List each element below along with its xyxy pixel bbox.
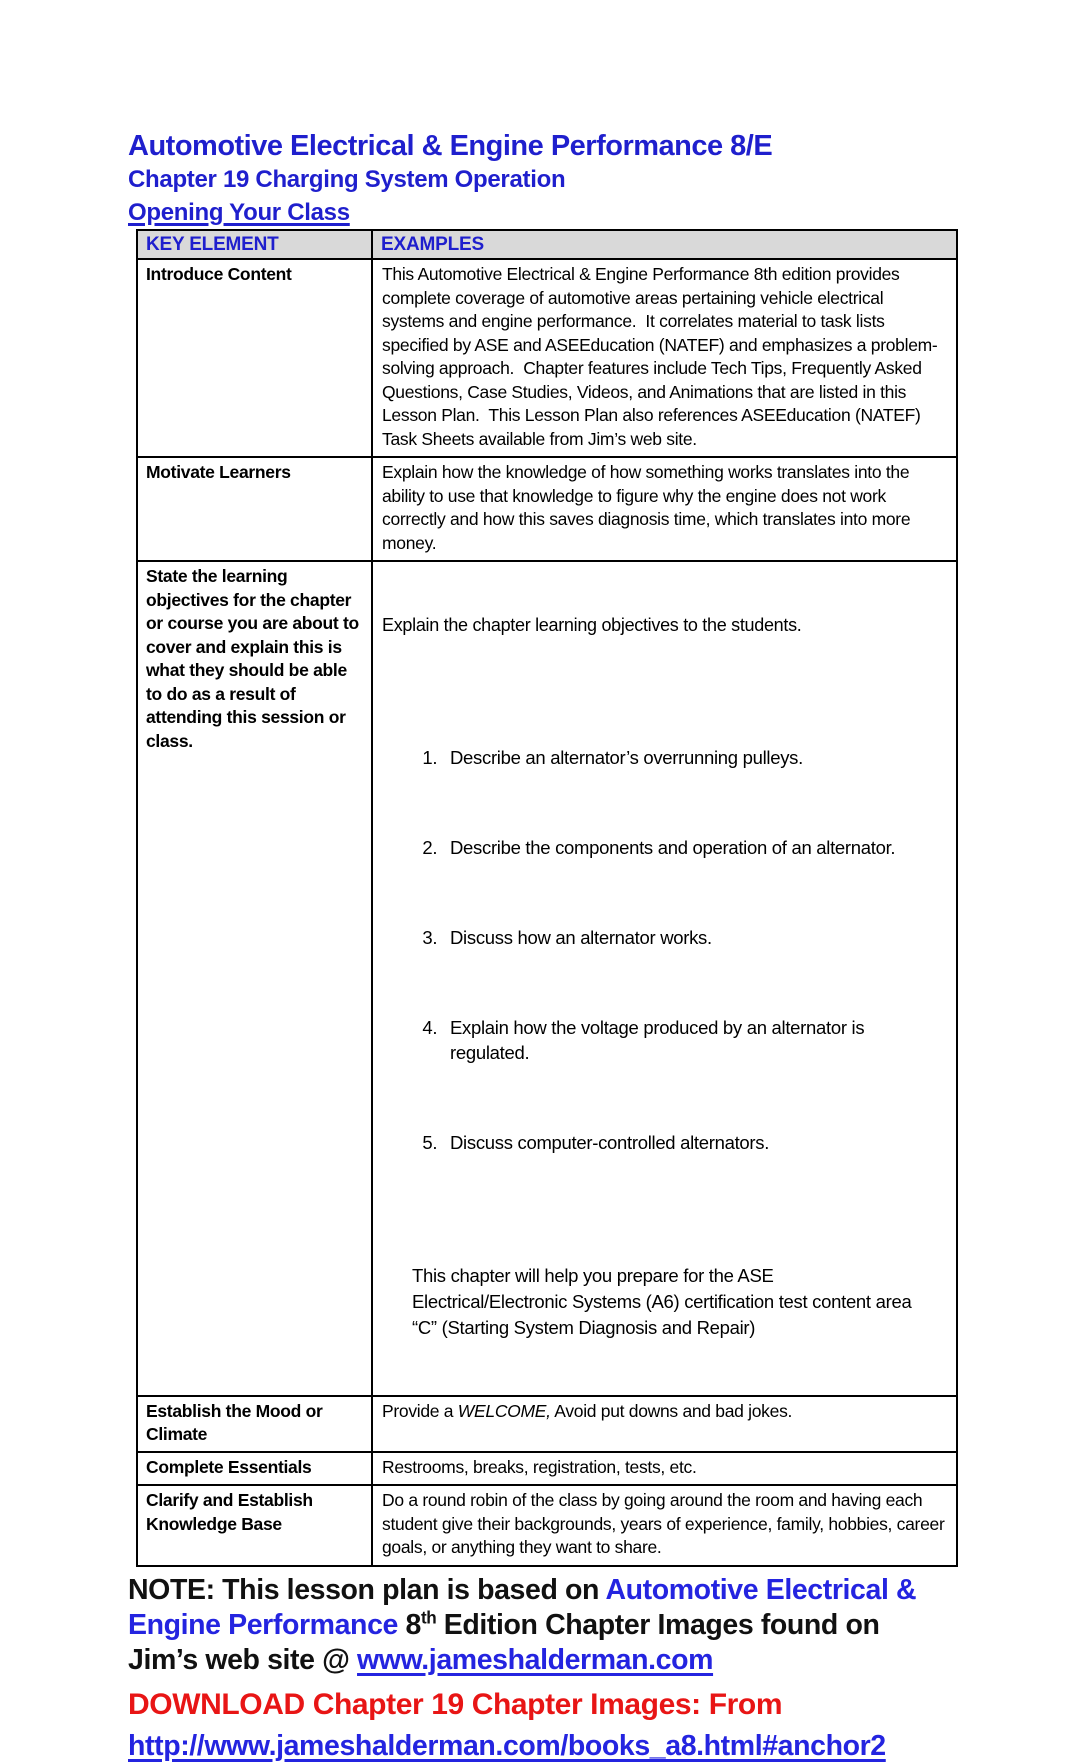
chapter-images-download-link[interactable]: http://www.jameshalderman.com/books_a8.html#anchor2 [128,1729,886,1762]
objective-item: 1. Describe an alternator’s overrunning pulleys. [442,745,948,770]
mood-text-prefix: Provide a [382,1400,458,1421]
note-paragraph [128,1573,960,1764]
note-book-title-part2: Engine Performance [128,1608,398,1641]
objective-item: 4. Explain how the voltage produced by an alternator is regulated. [442,1015,948,1065]
note-line-2 [128,1608,960,1643]
mood-text-suffix: Avoid put downs and bad jokes. [550,1400,793,1421]
note-text: Edition Chapter Images found on [436,1608,880,1641]
key-element-cell: State the learning objectives for the chapter or course you are about to cover and explain this is what they should be able to do as a result of attending this session or class. [137,561,372,1396]
column-header-key-element: KEY ELEMENT [137,230,372,259]
table-row-motivate-learners [137,457,957,561]
table-row-establish-mood [137,1396,957,1452]
section-heading: Opening Your Class [128,199,350,226]
objective-item: 3. Discuss how an alternator works. [442,925,948,950]
examples-cell [372,1396,957,1452]
download-link-line [128,1729,960,1764]
column-header-examples: EXAMPLES [372,230,957,259]
table-header-row [137,230,957,259]
note-line-1 [128,1573,960,1608]
jameshalderman-home-link[interactable]: www.jameshalderman.com [357,1643,714,1676]
note-text: Jim’s web site @ [128,1643,358,1676]
table-row-learning-objectives [137,561,957,1396]
note-book-title-part1: Automotive Electrical & [605,1573,917,1606]
examples-cell [372,561,957,1396]
note-text: NOTE: This lesson plan is based on [128,1573,606,1606]
objectives-list [382,689,948,1211]
note-edition-superscript: th [420,1608,437,1627]
key-element-cell: Complete Essentials [137,1452,372,1486]
key-element-cell: Motivate Learners [137,457,372,561]
chapter-subtitle: Chapter 19 Charging System Operation [128,166,566,193]
objective-item: 2. Describe the components and operation of an alternator. [442,835,948,860]
objectives-intro: Explain the chapter learning objectives to the students. [382,615,802,635]
page-title: Automotive Electrical & Engine Performance 8/E [128,130,773,162]
note-line-3 [128,1643,960,1678]
table-row-complete-essentials [137,1452,957,1486]
examples-cell: Do a round robin of the class by going around the room and having each student give their backgrounds, years of experience, family, hobbies, career goals, or anything they want to share. [372,1485,957,1566]
examples-cell: Restrooms, breaks, registration, tests, etc. [372,1452,957,1486]
welcome-italic-text: WELCOME, [457,1400,551,1421]
objective-item: 5. Discuss computer-controlled alternators. [442,1130,948,1155]
download-heading: DOWNLOAD Chapter 19 Chapter Images: From [128,1687,783,1721]
key-element-cell: Clarify and Establish Knowledge Base [137,1485,372,1566]
table-row-introduce-content [137,259,957,457]
examples-cell: Explain how the knowledge of how something works translates into the ability to use that knowledge to figure why the engine does not work correctly and how this saves diagnosis time, which translates into more money. [372,457,957,561]
key-element-cell: Introduce Content [137,259,372,457]
examples-cell: This Automotive Electrical & Engine Performance 8th edition provides complete coverage of automotive areas pertaining vehicle electrical systems and engine performance. It correlates material to task lists specified by ASE and ASEEducation (NATEF) and emphasizes a problem-solving approach. Chapter features include Tech Tips, Frequently Asked Questions, Case Studies, Videos, and Animations that are listed in this Lesson Plan. This Lesson Plan also references ASEEducation (NATEF) Task Sheets available from Jim’s web site. [372,259,957,457]
key-element-cell: Establish the Mood or Climate [137,1396,372,1452]
lesson-plan-table [136,229,958,1567]
note-edition-number: 8 [397,1608,421,1641]
table-row-clarify-knowledge [137,1485,957,1566]
objectives-outro: This chapter will help you prepare for the ASE Electrical/Electronic Systems (A6) certification test content area “C” (Starting System Diagnosis and Repair) [412,1264,917,1338]
